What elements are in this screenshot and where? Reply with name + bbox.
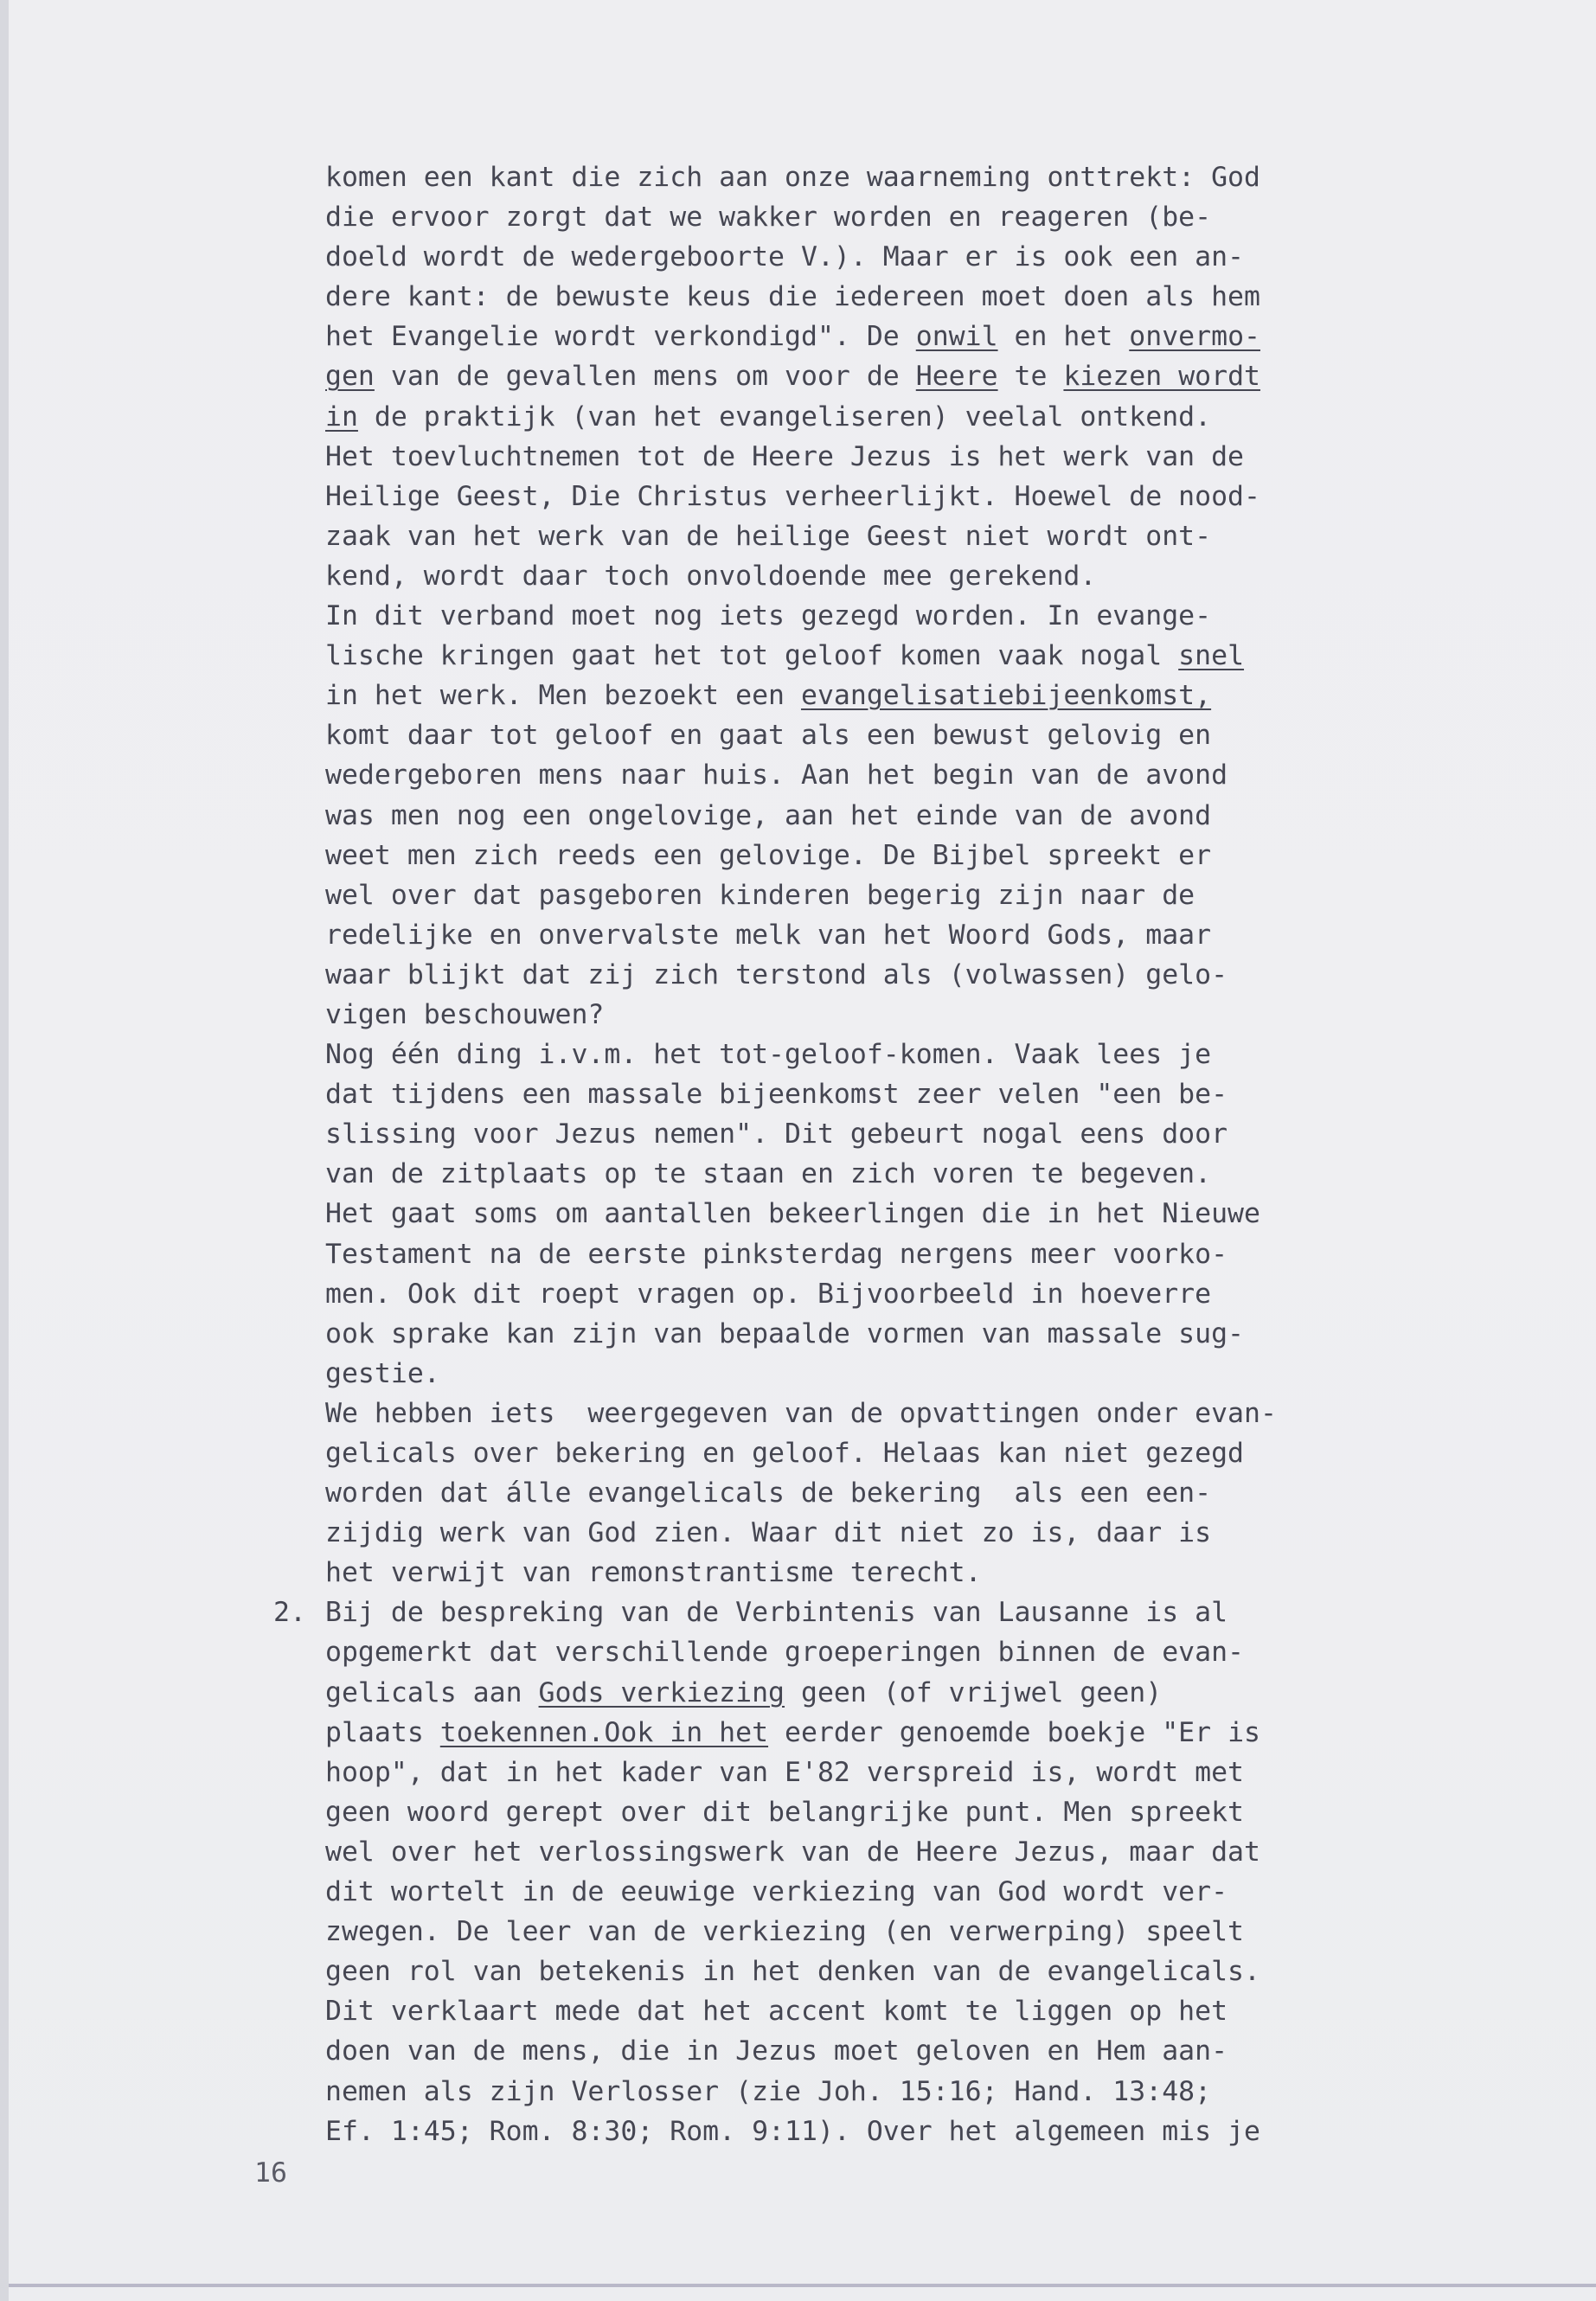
text-line [325,477,1484,516]
text-line-content: We hebben iets weergegeven van de opvattingen onder evan- [325,1397,1277,1429]
text-line-content: komt daar tot geloof en gaat als een bewust gelovig en [325,720,1212,752]
text-line [325,1114,1484,1154]
text-line-content: Testament na de eerste pinksterdag nergens meer voorko- [325,1238,1228,1270]
list-number: 2. [273,1597,306,1629]
text-line-content: slissing voor Jezus nemen". Dit gebeurt nogal eens door [325,1118,1228,1150]
text-line-content: Nog één ding i.v.m. het tot-geloof-komen. Vaak lees je [325,1039,1212,1071]
text-line-content: in de praktijk (van het evangeliseren) veelal ontkend. [325,401,1212,433]
text-line-content: ook sprake kan zijn van bepaalde vormen van massale sug- [325,1317,1245,1349]
text-line-content: gen van de gevallen mens om voor de Heere te kiezen wordt [325,361,1261,393]
text-line [325,1194,1484,1234]
text-line [325,875,1484,915]
text-line [325,1632,1484,1672]
text-line-content: wel over dat pasgeboren kinderen begerig zijn naar de [325,879,1195,911]
text-line [325,955,1484,995]
text-line-content: gestie. [325,1357,440,1389]
text-line-content: Ef. 1:45; Rom. 8:30; Rom. 9:11). Over het algemeen mis je [325,2115,1260,2147]
text-line-content: die ervoor zorgt dat we wakker worden en reageren (be- [325,202,1212,234]
text-line [325,1553,1484,1593]
text-line [273,1593,1484,1632]
text-line [325,1673,1484,1713]
text-line-content: dat tijdens een massale bijeenkomst zeer velen "een be- [325,1079,1228,1111]
text-line [325,2112,1484,2151]
text-line-content: Dit verklaart mede dat het accent komt te liggen op het [325,1996,1228,2028]
text-line-content: dere kant: de bewuste keus die iedereen moet doen als hem [325,281,1260,313]
text-line [325,157,1484,197]
text-line-content: In dit verband moet nog iets gezegd worden. In evange- [325,600,1212,632]
text-line [325,1154,1484,1194]
text-line [325,995,1484,1035]
text-line [325,516,1484,556]
text-line [325,596,1484,636]
text-line-content: komen een kant die zich aan onze waarneming onttrekt: God [325,162,1260,193]
text-line-content: wel over het verlossingswerk van de Heere Jezus, maar dat [325,1836,1260,1868]
text-line-content: weet men zich reeds een gelovige. De Bijbel spreekt er [325,839,1212,871]
text-line [325,1513,1484,1553]
text-line [325,197,1484,237]
text-line-content: Heilige Geest, Die Christus verheerlijkt. Hoewel de nood- [325,480,1260,512]
text-line [325,1354,1484,1394]
text-line [325,356,1484,396]
text-line-content: was men nog een ongelovige, aan het einde van de avond [325,799,1212,831]
text-line-content: men. Ook dit roept vragen op. Bijvoorbeeld in hoeverre [325,1278,1212,1310]
text-line-content: Het toevluchtnemen tot de Heere Jezus is het werk van de [325,440,1245,472]
text-line [325,437,1484,477]
text-line-content: gelicals aan Gods verkiezing geen (of vrijwel geen) [325,1676,1163,1708]
text-line [325,1792,1484,1832]
text-line-content: zaak van het werk van de heilige Geest niet wordt ont- [325,520,1212,552]
text-line-content: kend, wordt daar toch onvoldoende mee gerekend. [325,560,1097,592]
text-line-content: geen woord gerept over dit belangrijke punt. Men spreekt [325,1796,1245,1828]
document-page [9,0,1596,2301]
text-line [325,636,1484,676]
text-line-content: wedergeboren mens naar huis. Aan het begin van de avond [325,760,1228,792]
text-line-content: het verwijt van remonstrantisme terecht. [325,1557,982,1589]
text-line-content: vigen beschouwen? [325,998,605,1030]
text-line [325,1035,1484,1074]
text-line [325,2031,1484,2071]
text-line [325,1473,1484,1513]
text-line-content: dit wortelt in de eeuwige verkiezing van God wordt ver- [325,1876,1228,1908]
text-line [325,1832,1484,1872]
text-line [325,317,1484,356]
text-line-content: doeld wordt de wedergeboorte V.). Maar er is ook een an- [325,241,1245,273]
page-number: 16 [254,2157,287,2189]
text-line [325,556,1484,596]
text-line [325,1274,1484,1314]
text-line-content: redelijke en onvervalste melk van het Woord Gods, maar [325,919,1212,951]
text-line [325,1753,1484,1792]
text-line [325,1991,1484,2031]
text-line [325,715,1484,755]
text-line-content: Het gaat soms om aantallen bekeerlingen die in het Nieuwe [325,1198,1260,1230]
text-line [325,1952,1484,1991]
text-line [325,796,1484,836]
text-line [325,1912,1484,1952]
text-line-content: in het werk. Men bezoekt een evangelisatiebijeenkomst, [325,680,1212,712]
text-line-content: geen rol van betekenis in het denken van de evangelicals. [325,1956,1260,1988]
text-line [325,1314,1484,1354]
text-line-content: lische kringen gaat het tot geloof komen vaak nogal snel [325,640,1245,672]
text-line-content: het Evangelie wordt verkondigd". De onwil en het onvermo- [325,321,1260,353]
text-line-content: plaats toekennen.Ook in het eerder genoemde boekje "Er is [325,1716,1261,1748]
text-line [325,676,1484,715]
text-line-content: nemen als zijn Verlosser (zie Joh. 15:16; Hand. 13:48; [325,2075,1212,2107]
text-line [325,1394,1484,1433]
text-line-content: Bij de bespreking van de Verbintenis van Lausanne is al [325,1597,1228,1629]
text-line [325,237,1484,277]
text-line [325,1872,1484,1912]
text-line-content: zwegen. De leer van de verkiezing (en verwerping) speelt [325,1916,1245,1948]
text-line [325,915,1484,955]
text-line [325,755,1484,795]
text-line [325,1074,1484,1114]
text-line [325,397,1484,437]
text-line-content: gelicals over bekering en geloof. Helaas kan niet gezegd [325,1438,1245,1469]
text-line [325,277,1484,317]
text-line [325,1234,1484,1274]
text-line-content: van de zitplaats op te staan en zich voren te begeven. [325,1158,1212,1190]
text-line-content: waar blijkt dat zij zich terstond als (volwassen) gelo- [325,958,1228,990]
page-edge-rule [9,2284,1596,2287]
text-line-content: hoop", dat in het kader van E'82 verspreid is, wordt met [325,1756,1245,1788]
body-text [273,157,1484,2151]
text-line-content: doen van de mens, die in Jezus moet geloven en Hem aan- [325,2035,1228,2067]
text-line-content: zijdig werk van God zien. Waar dit niet zo is, daar is [325,1517,1212,1549]
text-line [325,1713,1484,1753]
text-line [325,836,1484,875]
text-line-content: worden dat álle evangelicals de bekering als een een- [325,1477,1212,1509]
text-line-content: opgemerkt dat verschillende groeperingen binnen de evan- [325,1637,1245,1669]
text-line [325,2072,1484,2112]
text-line [325,1433,1484,1473]
